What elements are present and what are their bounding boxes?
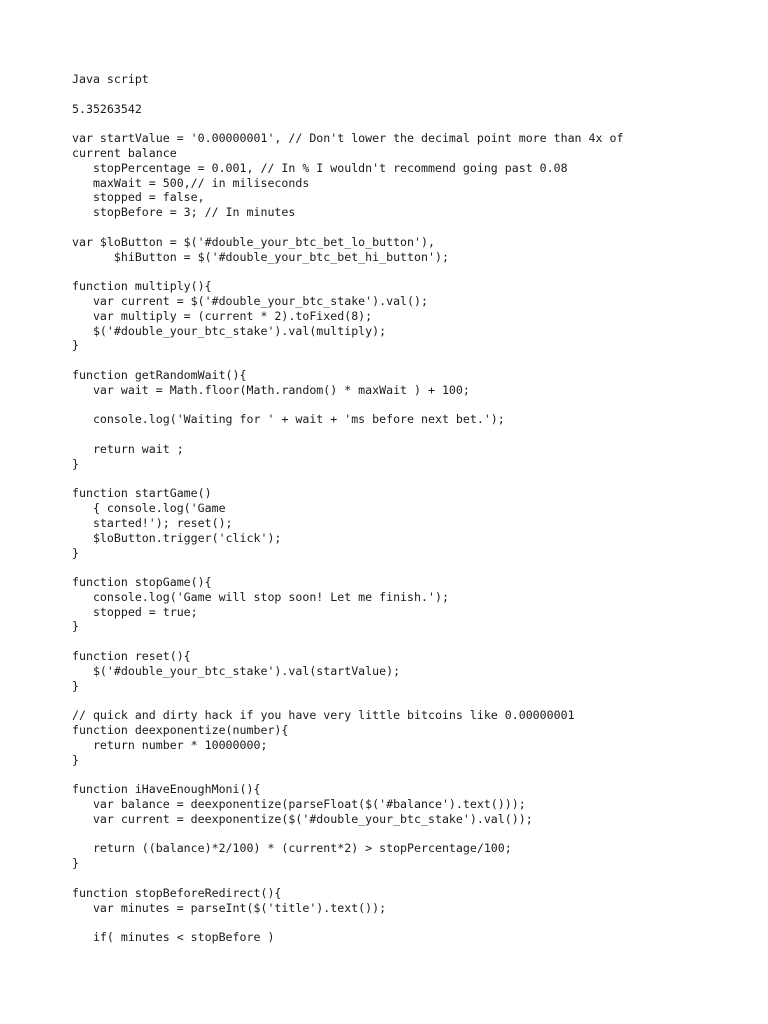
- blank-line: [72, 264, 623, 279]
- code-line: current balance: [72, 145, 177, 160]
- code-line: var balance = deexponentize(parseFloat($('#balance').text()));: [72, 797, 526, 812]
- code-line: }: [72, 856, 79, 871]
- code-line: $('#double_your_btc_stake').val(startValue);: [72, 663, 401, 678]
- code-line: function getRandomWait(){: [72, 367, 247, 382]
- code-line: stopBefore = 3; // In minutes: [72, 205, 296, 220]
- code-line: var $loButton = $('#double_your_btc_bet_lo_button'),: [72, 234, 435, 249]
- code-line: }: [72, 338, 79, 353]
- code-line: var minutes = parseInt($('title').text());: [72, 900, 387, 915]
- code-line: var current = deexponentize($('#double_your_btc_stake').val());: [72, 811, 533, 826]
- blank-line: [72, 427, 623, 442]
- blank-line: [72, 87, 623, 102]
- code-line: var current = $('#double_your_btc_stake').val();: [72, 293, 428, 308]
- code-line: started!'); reset();: [72, 515, 233, 530]
- blank-line: [72, 220, 623, 235]
- blank-line: [72, 871, 623, 886]
- blank-line: [72, 915, 623, 930]
- code-line: }: [72, 752, 79, 767]
- code-line: return number * 10000000;: [72, 737, 268, 752]
- blank-line: [72, 353, 623, 368]
- code-line: return wait ;: [72, 441, 184, 456]
- code-line: stopped = false,: [72, 190, 205, 205]
- code-line: $loButton.trigger('click');: [72, 530, 282, 545]
- code-line: var startValue = '0.00000001', // Don't lower the decimal point more than 4x of: [72, 131, 624, 146]
- blank-line: [72, 827, 623, 842]
- code-line: return ((balance)*2/100) * (current*2) > stopPercentage/100;: [72, 841, 512, 856]
- code-line: $('#double_your_btc_stake').val(multiply);: [72, 323, 387, 338]
- code-line: 5.35263542: [72, 101, 142, 116]
- blank-line: [72, 398, 623, 413]
- blank-line: [72, 767, 623, 782]
- code-line: function stopBeforeRedirect(){: [72, 885, 282, 900]
- code-line: if( minutes < stopBefore ): [72, 930, 275, 945]
- code-line: function reset(){: [72, 649, 191, 664]
- blank-line: [72, 693, 623, 708]
- code-line: var multiply = (current * 2).toFixed(8);: [72, 308, 373, 323]
- code-line: function deexponentize(number){: [72, 723, 289, 738]
- code-line: Java script: [72, 72, 149, 86]
- blank-line: [72, 634, 623, 649]
- code-line: { console.log('Game: [72, 501, 226, 516]
- code-line: }: [72, 456, 79, 471]
- code-line: // quick and dirty hack if you have very little bitcoins like 0.00000001: [72, 708, 575, 723]
- code-line: }: [72, 619, 79, 634]
- code-line: function startGame(): [72, 486, 212, 501]
- code-line: }: [72, 545, 79, 560]
- code-line: $hiButton = $('#double_your_btc_bet_hi_button');: [72, 249, 449, 264]
- code-line: stopPercentage = 0.001, // In % I wouldn't recommend going past 0.08: [72, 160, 568, 175]
- code-line: console.log('Waiting for ' + wait + 'ms before next bet.');: [72, 412, 505, 427]
- code-line: function stopGame(){: [72, 575, 212, 590]
- code-line: maxWait = 500,// in miliseconds: [72, 175, 310, 190]
- code-line: var wait = Math.floor(Math.random() * maxWait ) + 100;: [72, 382, 470, 397]
- code-line: function multiply(){: [72, 279, 212, 294]
- code-line: }: [72, 678, 79, 693]
- blank-line: [72, 116, 623, 131]
- blank-line: [72, 560, 623, 575]
- code-line: console.log('Game will stop soon! Let me finish.');: [72, 589, 449, 604]
- blank-line: [72, 472, 623, 487]
- code-listing: [72, 72, 623, 945]
- code-line: stopped = true;: [72, 604, 198, 619]
- code-line: function iHaveEnoughMoni(){: [72, 782, 261, 797]
